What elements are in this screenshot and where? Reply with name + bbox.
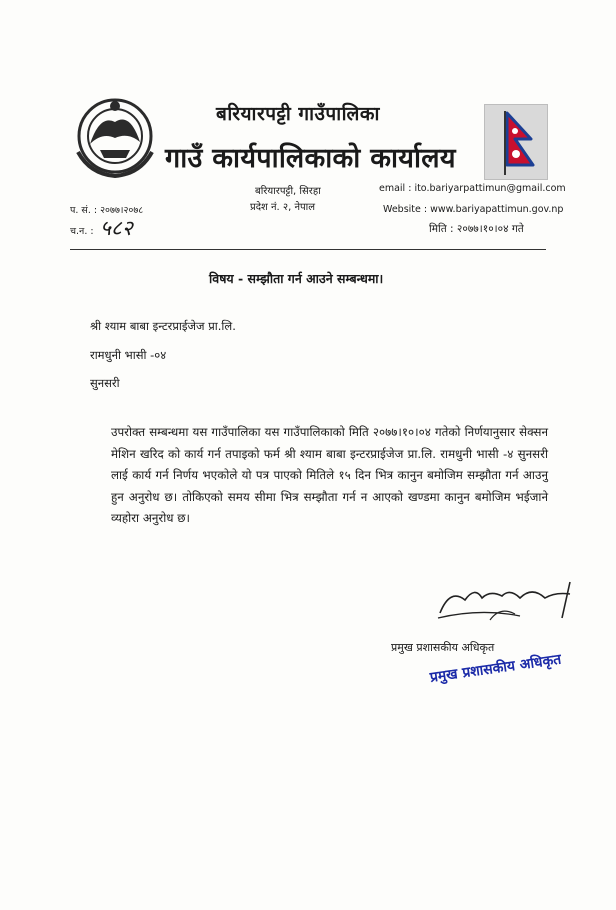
address-line-2: प्रदेश नं. २, नेपाल xyxy=(250,202,316,213)
recipient-district: सुनसरी xyxy=(90,376,120,390)
header-divider xyxy=(70,249,546,250)
official-stamp: प्रमुख प्रशासकीय अधिकृत xyxy=(428,651,563,686)
municipality-name: बरियारपट्टी गाउँपालिका xyxy=(216,103,380,125)
recipient-address: रामधुनी भासी -०४ xyxy=(90,348,167,362)
subject-line: विषय - सम्झौता गर्न आउने सम्बन्धमा। xyxy=(209,271,384,286)
letter-date: मिति : २०७७।१०।०४ गते xyxy=(429,223,524,235)
chalani-number: ५८२ xyxy=(100,216,133,240)
patra-sankhya: प. सं. : २०७७।२०७८ xyxy=(70,205,144,216)
signatory-designation: प्रमुख प्रशासकीय अधिकृत xyxy=(391,641,495,654)
government-emblem-icon xyxy=(70,92,160,180)
office-name: गाउँ कार्यपालिकाको कार्यालय xyxy=(165,143,456,174)
email-text: email : ito.bariyarpattimun@gmail.com xyxy=(379,183,566,194)
recipient-name: श्री श्याम बाबा इन्टरप्राईजेज प्रा.लि. xyxy=(90,319,236,333)
chalani-label: च.न. : xyxy=(70,226,94,237)
letter-body: उपरोक्त सम्बन्धमा यस गाउँपालिका यस गाउँपालिकाको मिति २०७७।१०।०४ गतेको निर्णयानुसार सेक्सन मेशिन खरिद को कार्य गर्न तपाइको फर्म श्री श्याम बाबा इन्टरप्राईजेज प्रा.लि. रामधुनी भासी -४ सुनसरी लाई कार्य गर्न निर्णय भएकोले यो पत्र पाएको मितिले १५ दिन भित्र कानुन बमोजिम सम्झौता गर्न आउनु हुन अनुरोध छ। तोकिएको समय सीमा भित्र सम्झौता गर्न न आएको खण्डमा कानुन बमोजिम भईजाने व्यहोरा अनुरोध छ। xyxy=(111,425,548,525)
website-text: Website : www.bariyapattimun.gov.np xyxy=(383,204,564,215)
address-line-1: बरियारपट्टी, सिरहा xyxy=(255,186,321,197)
nepal-flag-icon xyxy=(484,104,548,180)
